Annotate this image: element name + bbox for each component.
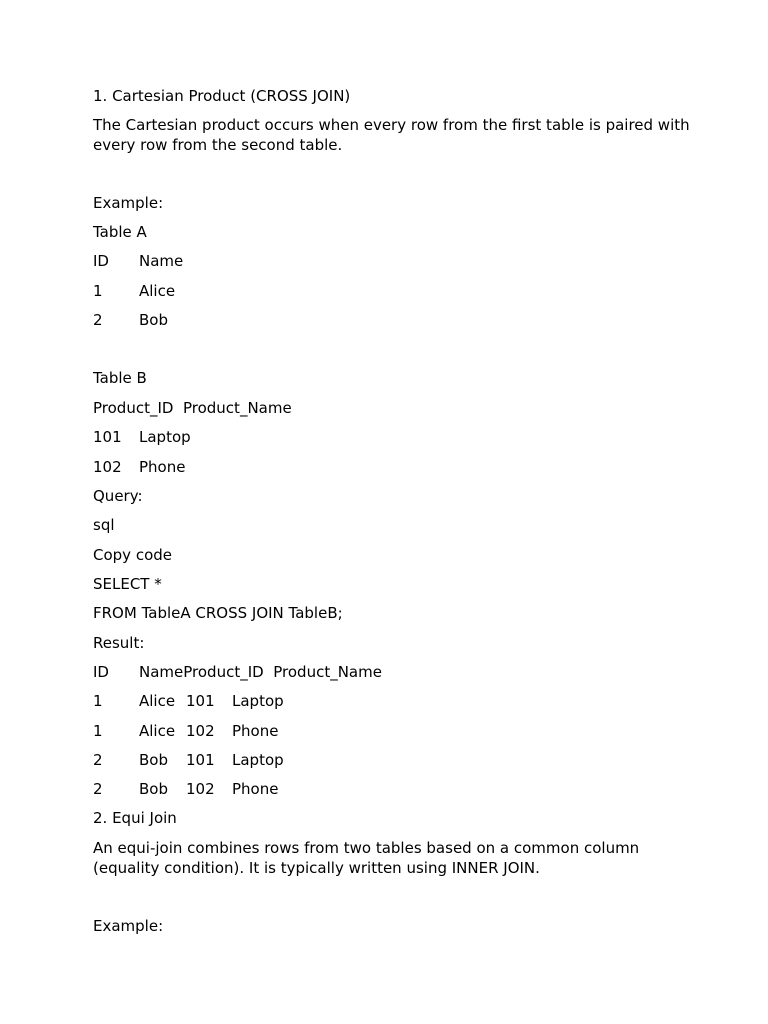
section2-heading: 2. Equi Join <box>93 809 177 827</box>
query-line-1: SELECT * <box>93 575 162 593</box>
result-header-name-text: Name <box>139 663 184 681</box>
result-row <box>93 721 693 741</box>
result-cell: Laptop <box>232 692 284 710</box>
table-b-cell: Laptop <box>139 428 191 446</box>
table-a-cell: Alice <box>139 282 176 300</box>
result-header-name <box>139 662 382 682</box>
table-a-row <box>93 310 693 330</box>
query-label: Query: <box>93 487 143 505</box>
table-a-cell: 2 <box>93 311 103 329</box>
table-b-cell: 102 <box>93 458 122 476</box>
result-row <box>93 779 693 799</box>
result-cell: Laptop <box>232 751 284 769</box>
table-b-row <box>93 457 693 477</box>
table-a-header-name: Name <box>139 252 184 270</box>
query-line-2: FROM TableA CROSS JOIN TableB; <box>93 604 343 622</box>
section2-intro: An equi-join combines rows from two tables based on a common column (equality condition). It is typically written using INNER JOIN. <box>93 839 640 877</box>
result-cell: Alice <box>139 692 176 710</box>
code-language-label: sql <box>93 516 115 534</box>
result-cell: Phone <box>232 722 279 740</box>
table-a-header-row <box>93 251 693 271</box>
table-b-header-product-id: Product_ID <box>93 399 174 417</box>
table-a-header-id: ID <box>93 252 109 270</box>
section1-heading: 1. Cartesian Product (CROSS JOIN) <box>93 87 351 105</box>
result-cell: 2 <box>93 751 103 769</box>
section1-intro: The Cartesian product occurs when every row from the first table is paired with every row from the second table. <box>93 116 690 154</box>
result-row <box>93 691 693 711</box>
table-a-cell: 1 <box>93 282 103 300</box>
result-header-row <box>93 662 693 682</box>
result-cell: 101 <box>186 692 215 710</box>
table-a-title: Table A <box>93 223 147 241</box>
table-b-cell: Phone <box>139 458 186 476</box>
example-label: Example: <box>93 194 164 212</box>
table-b-row <box>93 427 693 447</box>
result-cell: 1 <box>93 722 103 740</box>
table-b-cell: 101 <box>93 428 122 446</box>
section2-example-label: Example: <box>93 917 164 935</box>
result-label: Result: <box>93 634 145 652</box>
copy-code-button[interactable]: Copy code <box>93 546 172 564</box>
result-cell: 102 <box>186 722 215 740</box>
result-cell: Alice <box>139 722 176 740</box>
result-cell: 101 <box>186 751 215 769</box>
result-row <box>93 750 693 770</box>
result-cell: 102 <box>186 780 215 798</box>
table-a-row <box>93 281 693 301</box>
result-header-product-name: Product_Name <box>273 663 382 681</box>
result-cell: 2 <box>93 780 103 798</box>
table-b-title: Table B <box>93 369 147 387</box>
result-cell: Bob <box>139 751 168 769</box>
result-header-product-id: Product_ID <box>183 663 264 681</box>
result-cell: Phone <box>232 780 279 798</box>
table-a-cell: Bob <box>139 311 168 329</box>
result-cell: 1 <box>93 692 103 710</box>
table-b-header-product-name: Product_Name <box>182 399 292 417</box>
table-b-header-row <box>93 398 693 418</box>
result-header-id: ID <box>93 663 109 681</box>
result-cell: Bob <box>139 780 168 798</box>
